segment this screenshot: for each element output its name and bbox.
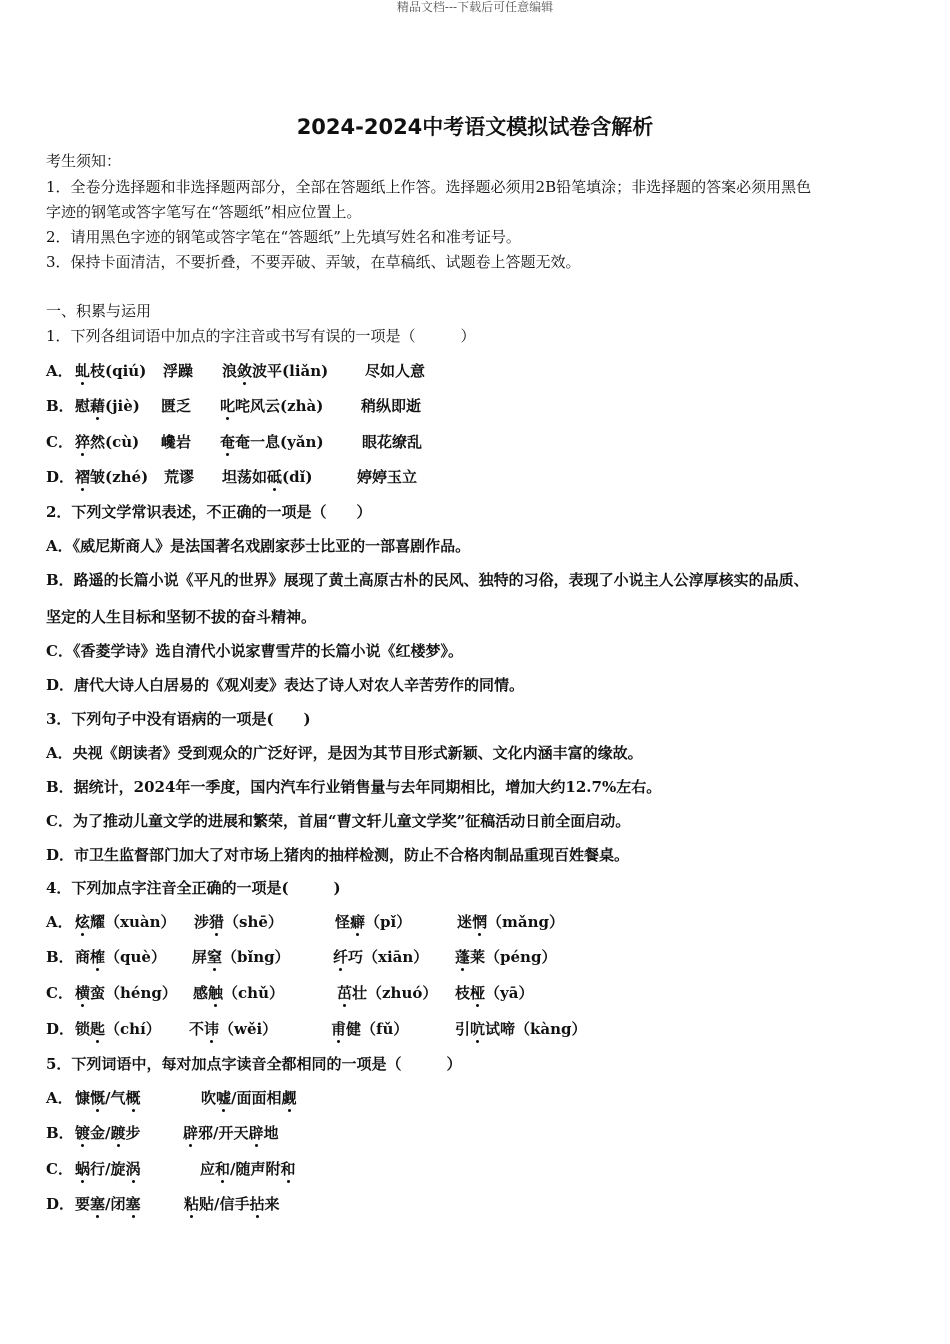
dotted-char: 猝 — [75, 433, 91, 451]
word-text: （què） — [105, 948, 166, 966]
q5-option-a-word-1 — [75, 1088, 141, 1108]
word-text: 来 — [264, 1195, 280, 1213]
word-text: 蛮（héng） — [90, 984, 177, 1002]
page-header: 精品文档---下载后可任意编辑 — [396, 0, 554, 14]
dotted-char: 概 — [125, 1089, 141, 1107]
word-text: 感 — [193, 984, 209, 1002]
word-text: （wěi） — [219, 1020, 278, 1038]
word-text: 浪 — [222, 362, 238, 380]
word-text: 慷 — [75, 1089, 91, 1107]
word-text: /气 — [105, 1089, 126, 1107]
q4-option-c-label: C． — [46, 984, 73, 1002]
q4-stem: 4．下列加点字注音全正确的一项是( ) — [46, 879, 341, 897]
q1-option-b-word-1 — [75, 396, 140, 416]
notice-item-2: 2．请用黑色字迹的钢笔或答字笔在“答题纸”上先填写姓名和准考证号。 — [46, 228, 521, 246]
dotted-char: 和 — [215, 1160, 231, 1178]
q1-option-a-word-2 — [163, 361, 193, 381]
word-text: 锁 — [75, 1020, 91, 1038]
word-text: 尽如人意 — [365, 362, 426, 380]
word-text: 金/ — [90, 1124, 111, 1142]
q3-stem: 3．下列句子中没有语病的一项是( ) — [46, 710, 311, 728]
dotted-char: 涡 — [125, 1160, 141, 1178]
q4-option-d-label: D． — [46, 1020, 75, 1038]
word-text: （bǐng） — [222, 948, 290, 966]
dotted-char: 叱 — [220, 397, 236, 415]
dotted-char: 吭 — [470, 1020, 486, 1038]
q5-option-c-word-1 — [75, 1159, 141, 1179]
q1-option-b-label: B． — [46, 397, 74, 415]
q4-option-c-word-2 — [193, 983, 284, 1003]
dotted-char: 茁 — [337, 984, 353, 1002]
word-text: （chǔ） — [223, 984, 284, 1002]
word-text: /随声附 — [230, 1160, 281, 1178]
word-text: 怪 — [335, 913, 351, 931]
word-text: 坦荡如 — [222, 468, 268, 486]
word-text: 试啼（kàng） — [485, 1020, 587, 1038]
word-text: 巉岩 — [161, 433, 192, 451]
word-text: /闭 — [105, 1195, 126, 1213]
q1-option-c-word-3 — [220, 432, 324, 452]
q1-option-d-label: D． — [46, 468, 75, 486]
word-text: 不 — [189, 1020, 205, 1038]
dotted-char: 触 — [208, 984, 224, 1002]
dotted-char: 榷 — [90, 948, 106, 966]
word-text: 健（fǔ） — [346, 1020, 409, 1038]
q4-option-d-word-4 — [455, 1019, 587, 1039]
dotted-char: 桠 — [470, 984, 486, 1002]
word-text: 枝(qiú) — [90, 362, 147, 380]
word-text: 涉 — [194, 913, 210, 931]
q5-option-c-word-2 — [200, 1159, 296, 1179]
word-text: 咤风云(zhà) — [235, 397, 324, 415]
q1-option-c-word-1 — [75, 432, 139, 452]
q4-option-d-word-3 — [331, 1019, 408, 1039]
q1-option-d-word-4 — [357, 467, 417, 487]
word-text: 慰 — [75, 397, 91, 415]
word-text: 迷 — [457, 913, 473, 931]
q1-option-b-word-2 — [161, 396, 191, 416]
q4-option-a-word-4 — [457, 912, 564, 932]
word-text: 浮躁 — [163, 362, 194, 380]
word-text: 然(cù) — [90, 433, 140, 451]
dotted-char: 甫 — [331, 1020, 347, 1038]
q4-option-a-label: A． — [46, 913, 73, 931]
dotted-char: 虬 — [75, 362, 91, 380]
word-text: 莱（péng） — [470, 948, 557, 966]
dotted-char: 奄 — [220, 433, 236, 451]
q2-option-b: B．路遥的长篇小说《平凡的世界》展现了黄土高原古朴的民风、独特的习俗，表现了小说主人公淳厚核实的品质、 — [46, 571, 809, 589]
word-text: 荒谬 — [164, 468, 195, 486]
word-text: 婷婷玉立 — [357, 468, 418, 486]
word-text: （pǐ） — [365, 913, 412, 931]
notice-item-1: 1．全卷分选择题和非选择题两部分，全部在答题纸上作答。选择题必须用2B铅笔填涂；非选择题的答案必须用黑色 — [46, 178, 812, 196]
word-text: 巧（xiān） — [348, 948, 429, 966]
dotted-char: 横 — [75, 984, 91, 1002]
dotted-char: 拈 — [249, 1195, 265, 1213]
dotted-char: 敛 — [237, 362, 253, 380]
word-text: 要 — [75, 1195, 91, 1213]
dotted-char: 慨 — [90, 1089, 106, 1107]
q5-option-a-label: A． — [46, 1089, 73, 1107]
q5-option-c-label: C． — [46, 1160, 73, 1178]
dotted-char: 惘 — [472, 913, 488, 931]
word-text: 稍纵即逝 — [361, 397, 422, 415]
word-text: 贴/信手 — [199, 1195, 250, 1213]
q1-option-d-word-2 — [164, 467, 194, 487]
word-text: 奄一息(yǎn) — [235, 433, 324, 451]
q1-option-d-word-1 — [75, 467, 148, 487]
word-text: 眼花缭乱 — [362, 433, 423, 451]
q5-option-d-word-1 — [75, 1194, 141, 1214]
word-text: 枝 — [455, 984, 471, 1002]
q4-option-a-word-3 — [335, 912, 411, 932]
dotted-char: 匙 — [90, 1020, 106, 1038]
q2-option-c: C．《香菱学诗》选自清代小说家曹雪芹的长篇小说《红楼梦》。 — [46, 642, 463, 660]
notice-item-3: 3．保持卡面清洁，不要折叠，不要弄破、弄皱，在草稿纸、试题卷上答题无效。 — [46, 253, 581, 271]
q2-option-a: A．《威尼斯商人》是法国著名戏剧家莎士比亚的一部喜剧作品。 — [46, 537, 471, 555]
q1-option-c-label: C． — [46, 433, 73, 451]
q4-option-a-word-2 — [194, 912, 283, 932]
dotted-char: 藉 — [90, 397, 106, 415]
word-text: 应 — [200, 1160, 216, 1178]
dotted-char: 讳 — [204, 1020, 220, 1038]
dotted-char: 镀 — [75, 1124, 91, 1142]
dotted-char: 纤 — [333, 948, 349, 966]
q5-option-d-label: D． — [46, 1195, 75, 1213]
word-text: 邪/开天 — [198, 1124, 249, 1142]
q4-option-b-word-2 — [192, 947, 290, 967]
dotted-char: 嘘 — [216, 1089, 232, 1107]
dotted-char: 觑 — [281, 1089, 297, 1107]
dotted-char: 塞 — [90, 1195, 106, 1213]
q1-option-d-word-3 — [222, 467, 312, 487]
q1-option-b-word-3 — [220, 396, 323, 416]
notice-heading: 考生须知： — [46, 152, 122, 170]
q4-option-d-word-1 — [75, 1019, 161, 1039]
word-text: 商 — [75, 948, 91, 966]
word-text: 屏 — [192, 948, 208, 966]
q5-option-d-word-2 — [184, 1194, 280, 1214]
dotted-char: 褶 — [75, 468, 91, 486]
dotted-char: 炫 — [75, 913, 91, 931]
word-text: 波平(liǎn) — [252, 362, 329, 380]
section-heading: 一、积累与运用 — [46, 302, 152, 320]
dotted-char: 辟 — [183, 1124, 199, 1142]
word-text: 壮（zhuó） — [352, 984, 438, 1002]
word-text: 皱(zhé) — [90, 468, 149, 486]
q1-stem: 1．下列各组词语中加点的字注音或书写有误的一项是（ ） — [46, 327, 476, 345]
q4-option-b-word-3 — [333, 947, 428, 967]
q1-option-a-word-3 — [222, 361, 328, 381]
word-text: （mǎng） — [487, 913, 565, 931]
q5-option-b-word-1 — [75, 1123, 141, 1143]
dotted-char: 砥 — [267, 468, 283, 486]
q3-option-d: D．市卫生监督部门加大了对市场上猪肉的抽样检测，防止不合格肉制品重现百姓餐桌。 — [46, 846, 630, 864]
word-text: （chí） — [105, 1020, 161, 1038]
q1-option-c-word-4 — [362, 432, 422, 452]
q4-option-d-word-2 — [189, 1019, 277, 1039]
q4-option-c-word-3 — [337, 983, 437, 1003]
q5-option-b-word-2 — [183, 1123, 279, 1143]
q1-option-a-label: A． — [46, 362, 73, 380]
document-title: 2024-2024中考语文模拟试卷含解析 — [296, 115, 654, 139]
dotted-char: 蓬 — [455, 948, 471, 966]
q4-option-c-word-4 — [455, 983, 533, 1003]
q4-option-b-label: B． — [46, 948, 74, 966]
word-text: 行/旋 — [90, 1160, 126, 1178]
q4-option-c-word-1 — [75, 983, 177, 1003]
word-text: （shē） — [224, 913, 283, 931]
dotted-char: 窒 — [207, 948, 223, 966]
dotted-char: 癖 — [350, 913, 366, 931]
q5-option-b-label: B． — [46, 1124, 74, 1142]
q1-option-a-word-4 — [365, 361, 425, 381]
q3-option-c: C．为了推动儿童文学的进展和繁荣，首届“曹文轩儿童文学奖”征稿活动日前全面启动。 — [46, 812, 631, 830]
dotted-char: 粘 — [184, 1195, 200, 1213]
q3-option-a: A．央视《朗读者》受到观众的广泛好评，是因为其节目形式新颖、文化内涵丰富的缘故。 — [46, 744, 643, 762]
word-text: (jiè) — [105, 397, 140, 415]
dotted-char: 猎 — [209, 913, 225, 931]
q4-option-a-word-1 — [75, 912, 176, 932]
q4-option-b-word-4 — [455, 947, 556, 967]
word-text: 匮乏 — [161, 397, 192, 415]
q2-option-b-cont: 坚定的人生目标和坚韧不拔的奋斗精神。 — [46, 608, 317, 626]
q5-option-a-word-2 — [201, 1088, 297, 1108]
word-text: 地 — [263, 1124, 279, 1142]
word-text: 耀（xuàn） — [90, 913, 176, 931]
q3-option-b: B．据统计，2024年一季度，国内汽车行业销售量与去年同期相比，增加大约12.7%左右。 — [46, 778, 662, 796]
notice-item-1-cont: 字迹的钢笔或答字笔写在“答题纸”相应位置上。 — [46, 203, 362, 221]
dotted-char: 辟 — [248, 1124, 264, 1142]
q4-option-b-word-1 — [75, 947, 166, 967]
dotted-char: 蜗 — [75, 1160, 91, 1178]
word-text: 引 — [455, 1020, 471, 1038]
q2-option-d: D．唐代大诗人白居易的《观刈麦》表达了诗人对农人辛苦劳作的同情。 — [46, 676, 525, 694]
word-text: 吹 — [201, 1089, 217, 1107]
dotted-char: 和 — [280, 1160, 296, 1178]
word-text: (dǐ) — [282, 468, 313, 486]
word-text: （yā） — [485, 984, 534, 1002]
q5-stem: 5．下列词语中，每对加点字读音全都相同的一项是（ ） — [46, 1055, 462, 1073]
word-text: 步 — [125, 1124, 141, 1142]
q1-option-c-word-2 — [161, 432, 191, 452]
dotted-char: 塞 — [125, 1195, 141, 1213]
q2-stem: 2．下列文学常识表述，不正确的一项是（ ） — [46, 503, 372, 521]
dotted-char: 踱 — [110, 1124, 126, 1142]
q1-option-b-word-4 — [361, 396, 421, 416]
q1-option-a-word-1 — [75, 361, 146, 381]
word-text: /面面相 — [231, 1089, 282, 1107]
